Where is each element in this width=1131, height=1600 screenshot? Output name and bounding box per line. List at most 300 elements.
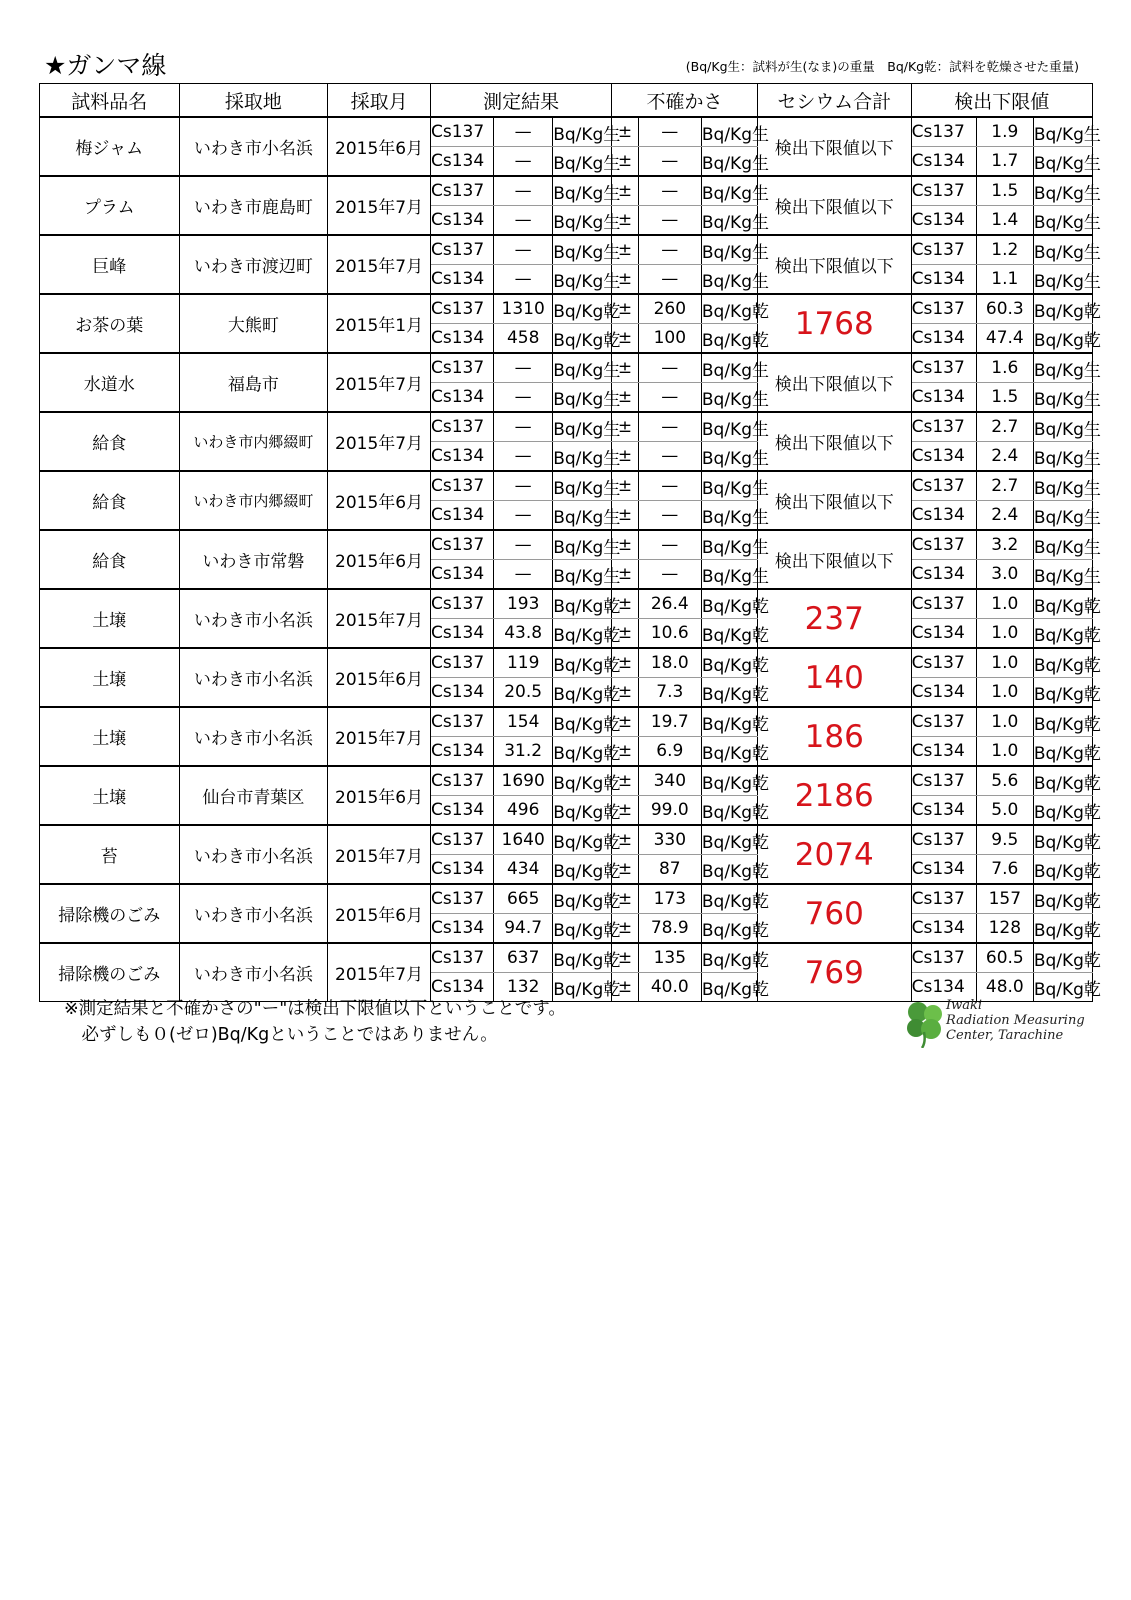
plus-minus-sign: ± — [612, 560, 638, 590]
result-unit: Bq/Kg生 — [553, 176, 612, 206]
limit-isotope-label: Cs134 — [911, 678, 976, 708]
sample-location: いわき市鹿島町 — [179, 176, 328, 235]
uncertainty-value: — — [638, 265, 701, 295]
sample-month: 2015年6月 — [328, 530, 431, 589]
detection-limit-value: 48.0 — [976, 973, 1033, 1002]
result-unit: Bq/Kg乾 — [553, 678, 612, 708]
isotope-label: Cs134 — [431, 796, 494, 826]
result-value: 31.2 — [494, 737, 553, 767]
uncertainty-unit: Bq/Kg乾 — [701, 294, 757, 324]
result-unit: Bq/Kg乾 — [553, 796, 612, 826]
uncertainty-value: — — [638, 442, 701, 472]
result-value: 94.7 — [494, 914, 553, 944]
limit-isotope-label: Cs134 — [911, 501, 976, 531]
limit-isotope-label: Cs137 — [911, 176, 976, 206]
isotope-label: Cs134 — [431, 560, 494, 590]
cesium-total: 2074 — [757, 825, 911, 884]
uncertainty-unit: Bq/Kg乾 — [701, 589, 757, 619]
isotope-label: Cs134 — [431, 324, 494, 354]
sample-month: 2015年6月 — [328, 648, 431, 707]
table-row — [40, 825, 1093, 855]
header-detection-limit: 検出下限値 — [911, 84, 1092, 118]
result-unit: Bq/Kg乾 — [553, 855, 612, 885]
cesium-total: 検出下限値以下 — [757, 235, 911, 294]
plus-minus-sign: ± — [612, 471, 638, 501]
limit-isotope-label: Cs134 — [911, 914, 976, 944]
result-unit: Bq/Kg生 — [553, 412, 612, 442]
plus-minus-sign: ± — [612, 530, 638, 560]
table-row — [40, 884, 1093, 914]
uncertainty-value: — — [638, 147, 701, 177]
plus-minus-sign: ± — [612, 648, 638, 678]
detection-limit-value: 47.4 — [976, 324, 1033, 354]
result-unit: Bq/Kg生 — [553, 147, 612, 177]
detection-limit-unit: Bq/Kg生 — [1033, 353, 1092, 383]
result-value: — — [494, 206, 553, 236]
isotope-label: Cs134 — [431, 265, 494, 295]
isotope-label: Cs137 — [431, 707, 494, 737]
result-unit: Bq/Kg生 — [553, 117, 612, 147]
table-row — [40, 766, 1093, 796]
sample-location: いわき市小名浜 — [179, 884, 328, 943]
table-row — [40, 235, 1093, 265]
logo-text-line-1: Iwaki — [946, 998, 983, 1013]
cesium-total: 237 — [757, 589, 911, 648]
result-unit: Bq/Kg生 — [553, 235, 612, 265]
sample-name: 給食 — [40, 530, 180, 589]
sample-name: 給食 — [40, 412, 180, 471]
limit-isotope-label: Cs134 — [911, 737, 976, 767]
limit-isotope-label: Cs137 — [911, 884, 976, 914]
limit-isotope-label: Cs134 — [911, 796, 976, 826]
isotope-label: Cs137 — [431, 943, 494, 973]
result-value: 1690 — [494, 766, 553, 796]
uncertainty-unit: Bq/Kg生 — [701, 383, 757, 413]
uncertainty-unit: Bq/Kg乾 — [701, 766, 757, 796]
sample-name: 土壌 — [40, 589, 180, 648]
footnote-line-2: 必ずしも０(ゼロ)Bq/Kgということではありません。 — [64, 1025, 498, 1045]
result-value: 458 — [494, 324, 553, 354]
sample-location: 仙台市青葉区 — [179, 766, 328, 825]
plus-minus-sign: ± — [612, 589, 638, 619]
header-sample-name: 試料品名 — [40, 84, 180, 118]
sample-location: いわき市小名浜 — [179, 589, 328, 648]
result-unit: Bq/Kg乾 — [553, 825, 612, 855]
detection-limit-unit: Bq/Kg生 — [1033, 501, 1092, 531]
limit-isotope-label: Cs134 — [911, 973, 976, 1002]
detection-limit-value: 1.9 — [976, 117, 1033, 147]
result-unit: Bq/Kg乾 — [553, 648, 612, 678]
uncertainty-unit: Bq/Kg生 — [701, 235, 757, 265]
table-row — [40, 648, 1093, 678]
sample-name: 土壌 — [40, 766, 180, 825]
detection-limit-value: 2.4 — [976, 501, 1033, 531]
result-value: — — [494, 383, 553, 413]
limit-isotope-label: Cs134 — [911, 442, 976, 472]
cesium-total: 2186 — [757, 766, 911, 825]
plus-minus-sign: ± — [612, 206, 638, 236]
limit-isotope-label: Cs137 — [911, 117, 976, 147]
plus-minus-sign: ± — [612, 412, 638, 442]
plus-minus-sign: ± — [612, 117, 638, 147]
limit-isotope-label: Cs134 — [911, 265, 976, 295]
detection-limit-unit: Bq/Kg乾 — [1033, 619, 1092, 649]
sample-month: 2015年7月 — [328, 412, 431, 471]
sample-location: いわき市小名浜 — [179, 648, 328, 707]
cesium-total: 760 — [757, 884, 911, 943]
page-title: ★ガンマ線 — [44, 51, 167, 80]
plus-minus-sign: ± — [612, 943, 638, 973]
detection-limit-unit: Bq/Kg乾 — [1033, 678, 1092, 708]
sample-location: いわき市小名浜 — [179, 825, 328, 884]
result-unit: Bq/Kg生 — [553, 353, 612, 383]
cesium-total: 186 — [757, 707, 911, 766]
plus-minus-sign: ± — [612, 383, 638, 413]
uncertainty-value: 173 — [638, 884, 701, 914]
header-month: 採取月 — [328, 84, 431, 118]
sample-name: 掃除機のごみ — [40, 943, 180, 1002]
logo-text-line-2: Radiation Measuring — [946, 1013, 1085, 1028]
cesium-total: 140 — [757, 648, 911, 707]
result-unit: Bq/Kg生 — [553, 471, 612, 501]
uncertainty-value: 26.4 — [638, 589, 701, 619]
result-value: — — [494, 530, 553, 560]
plus-minus-sign: ± — [612, 619, 638, 649]
isotope-label: Cs134 — [431, 383, 494, 413]
detection-limit-unit: Bq/Kg生 — [1033, 117, 1092, 147]
uncertainty-unit: Bq/Kg乾 — [701, 737, 757, 767]
detection-limit-unit: Bq/Kg乾 — [1033, 648, 1092, 678]
cesium-total: 1768 — [757, 294, 911, 353]
detection-limit-unit: Bq/Kg乾 — [1033, 589, 1092, 619]
result-unit: Bq/Kg乾 — [553, 914, 612, 944]
detection-limit-value: 1.0 — [976, 707, 1033, 737]
limit-isotope-label: Cs137 — [911, 589, 976, 619]
uncertainty-unit: Bq/Kg生 — [701, 412, 757, 442]
sample-month: 2015年7月 — [328, 707, 431, 766]
center-logo — [902, 998, 1102, 1050]
detection-limit-value: 5.6 — [976, 766, 1033, 796]
detection-limit-unit: Bq/Kg生 — [1033, 147, 1092, 177]
uncertainty-value: 7.3 — [638, 678, 701, 708]
plus-minus-sign: ± — [612, 678, 638, 708]
sample-location: 大熊町 — [179, 294, 328, 353]
result-unit: Bq/Kg乾 — [553, 943, 612, 973]
isotope-label: Cs137 — [431, 530, 494, 560]
limit-isotope-label: Cs137 — [911, 471, 976, 501]
plus-minus-sign: ± — [612, 914, 638, 944]
footnote-line-1: ※測定結果と不確かさの"ー"は検出下限値以下ということです。 — [64, 999, 566, 1019]
unit-note: (Bq/Kg生：試料が生(なま)の重量 Bq/Kg乾：試料を乾燥させた重量) — [685, 59, 1079, 74]
result-value: — — [494, 147, 553, 177]
uncertainty-value: 40.0 — [638, 973, 701, 1002]
detection-limit-unit: Bq/Kg乾 — [1033, 324, 1092, 354]
limit-isotope-label: Cs134 — [911, 206, 976, 236]
sample-name: 給食 — [40, 471, 180, 530]
sample-location: いわき市常磐 — [179, 530, 328, 589]
sample-month: 2015年7月 — [328, 176, 431, 235]
result-unit: Bq/Kg乾 — [553, 973, 612, 1002]
table-row — [40, 530, 1093, 560]
uncertainty-value: — — [638, 412, 701, 442]
result-unit: Bq/Kg生 — [553, 530, 612, 560]
plus-minus-sign: ± — [612, 265, 638, 295]
detection-limit-unit: Bq/Kg乾 — [1033, 855, 1092, 885]
detection-limit-value: 5.0 — [976, 796, 1033, 826]
result-value: 132 — [494, 973, 553, 1002]
isotope-label: Cs137 — [431, 294, 494, 324]
isotope-label: Cs134 — [431, 914, 494, 944]
isotope-label: Cs137 — [431, 589, 494, 619]
uncertainty-unit: Bq/Kg生 — [701, 353, 757, 383]
detection-limit-unit: Bq/Kg生 — [1033, 442, 1092, 472]
plus-minus-sign: ± — [612, 884, 638, 914]
header-uncertainty: 不確かさ — [612, 84, 758, 118]
uncertainty-unit: Bq/Kg生 — [701, 117, 757, 147]
result-value: 434 — [494, 855, 553, 885]
result-unit: Bq/Kg生 — [553, 383, 612, 413]
sample-month: 2015年7月 — [328, 353, 431, 412]
uncertainty-value: 135 — [638, 943, 701, 973]
result-value: 119 — [494, 648, 553, 678]
isotope-label: Cs137 — [431, 176, 494, 206]
uncertainty-value: 87 — [638, 855, 701, 885]
result-value: — — [494, 412, 553, 442]
result-unit: Bq/Kg乾 — [553, 737, 612, 767]
results-table — [39, 83, 1101, 1002]
result-unit: Bq/Kg生 — [553, 442, 612, 472]
plus-minus-sign: ± — [612, 353, 638, 383]
result-unit: Bq/Kg乾 — [553, 619, 612, 649]
limit-isotope-label: Cs137 — [911, 412, 976, 442]
detection-limit-unit: Bq/Kg乾 — [1033, 914, 1092, 944]
limit-isotope-label: Cs134 — [911, 383, 976, 413]
detection-limit-unit: Bq/Kg生 — [1033, 176, 1092, 206]
detection-limit-unit: Bq/Kg生 — [1033, 530, 1092, 560]
uncertainty-value: 330 — [638, 825, 701, 855]
plus-minus-sign: ± — [612, 766, 638, 796]
plus-minus-sign: ± — [612, 501, 638, 531]
detection-limit-value: 60.3 — [976, 294, 1033, 324]
isotope-label: Cs134 — [431, 442, 494, 472]
sample-name: 掃除機のごみ — [40, 884, 180, 943]
table-row — [40, 412, 1093, 442]
detection-limit-value: 3.0 — [976, 560, 1033, 590]
plus-minus-sign: ± — [612, 825, 638, 855]
detection-limit-value: 157 — [976, 884, 1033, 914]
detection-limit-value: 3.2 — [976, 530, 1033, 560]
uncertainty-value: — — [638, 530, 701, 560]
uncertainty-unit: Bq/Kg乾 — [701, 943, 757, 973]
cesium-total: 検出下限値以下 — [757, 412, 911, 471]
isotope-label: Cs137 — [431, 766, 494, 796]
uncertainty-unit: Bq/Kg乾 — [701, 324, 757, 354]
detection-limit-value: 1.5 — [976, 176, 1033, 206]
isotope-label: Cs134 — [431, 206, 494, 236]
uncertainty-unit: Bq/Kg乾 — [701, 796, 757, 826]
detection-limit-unit: Bq/Kg乾 — [1033, 294, 1092, 324]
limit-isotope-label: Cs137 — [911, 235, 976, 265]
table-row — [40, 943, 1093, 973]
result-unit: Bq/Kg生 — [553, 206, 612, 236]
cesium-total: 検出下限値以下 — [757, 530, 911, 589]
detection-limit-value: 1.7 — [976, 147, 1033, 177]
uncertainty-unit: Bq/Kg乾 — [701, 707, 757, 737]
sample-location: 福島市 — [179, 353, 328, 412]
uncertainty-value: 18.0 — [638, 648, 701, 678]
sample-location: いわき市渡辺町 — [179, 235, 328, 294]
sample-month: 2015年6月 — [328, 766, 431, 825]
isotope-label: Cs134 — [431, 737, 494, 767]
result-value: 496 — [494, 796, 553, 826]
uncertainty-unit: Bq/Kg乾 — [701, 973, 757, 1002]
results-body — [40, 117, 1101, 1002]
isotope-label: Cs134 — [431, 678, 494, 708]
isotope-label: Cs137 — [431, 235, 494, 265]
isotope-label: Cs134 — [431, 619, 494, 649]
plus-minus-sign: ± — [612, 324, 638, 354]
uncertainty-value: — — [638, 383, 701, 413]
detection-limit-unit: Bq/Kg乾 — [1033, 737, 1092, 767]
limit-isotope-label: Cs134 — [911, 147, 976, 177]
detection-limit-value: 1.5 — [976, 383, 1033, 413]
detection-limit-unit: Bq/Kg乾 — [1033, 766, 1092, 796]
sample-month: 2015年6月 — [328, 117, 431, 176]
isotope-label: Cs137 — [431, 648, 494, 678]
footnote — [64, 996, 566, 1048]
uncertainty-unit: Bq/Kg生 — [701, 206, 757, 236]
limit-isotope-label: Cs134 — [911, 619, 976, 649]
detection-limit-value: 7.6 — [976, 855, 1033, 885]
table-row — [40, 589, 1093, 619]
sample-month: 2015年6月 — [328, 884, 431, 943]
isotope-label: Cs134 — [431, 855, 494, 885]
cesium-total: 検出下限値以下 — [757, 176, 911, 235]
limit-isotope-label: Cs137 — [911, 707, 976, 737]
detection-limit-value: 1.0 — [976, 619, 1033, 649]
limit-isotope-label: Cs134 — [911, 324, 976, 354]
result-unit: Bq/Kg乾 — [553, 707, 612, 737]
limit-isotope-label: Cs137 — [911, 294, 976, 324]
result-unit: Bq/Kg乾 — [553, 884, 612, 914]
plus-minus-sign: ± — [612, 737, 638, 767]
plus-minus-sign: ± — [612, 442, 638, 472]
uncertainty-value: — — [638, 353, 701, 383]
sample-location: いわき市内郷綴町 — [179, 471, 328, 530]
result-value: 637 — [494, 943, 553, 973]
plus-minus-sign: ± — [612, 973, 638, 1002]
uncertainty-unit: Bq/Kg乾 — [701, 619, 757, 649]
cesium-total: 769 — [757, 943, 911, 1002]
uncertainty-value: 340 — [638, 766, 701, 796]
uncertainty-value: — — [638, 206, 701, 236]
result-value: — — [494, 117, 553, 147]
detection-limit-value: 1.2 — [976, 235, 1033, 265]
result-unit: Bq/Kg乾 — [553, 294, 612, 324]
cesium-total: 検出下限値以下 — [757, 471, 911, 530]
cesium-total: 検出下限値以下 — [757, 117, 911, 176]
limit-isotope-label: Cs137 — [911, 766, 976, 796]
sample-month: 2015年6月 — [328, 471, 431, 530]
plus-minus-sign: ± — [612, 796, 638, 826]
detection-limit-value: 1.0 — [976, 589, 1033, 619]
uncertainty-unit: Bq/Kg生 — [701, 176, 757, 206]
sample-name: 苔 — [40, 825, 180, 884]
result-unit: Bq/Kg乾 — [553, 589, 612, 619]
detection-limit-unit: Bq/Kg乾 — [1033, 825, 1092, 855]
uncertainty-value: — — [638, 471, 701, 501]
sample-name: 土壌 — [40, 707, 180, 766]
table-row — [40, 176, 1093, 206]
detection-limit-unit: Bq/Kg生 — [1033, 206, 1092, 236]
header-cesium-total: セシウム合計 — [757, 84, 911, 118]
detection-limit-value: 1.0 — [976, 648, 1033, 678]
uncertainty-unit: Bq/Kg生 — [701, 147, 757, 177]
limit-isotope-label: Cs134 — [911, 855, 976, 885]
uncertainty-value: 6.9 — [638, 737, 701, 767]
uncertainty-unit: Bq/Kg乾 — [701, 884, 757, 914]
detection-limit-unit: Bq/Kg生 — [1033, 560, 1092, 590]
uncertainty-unit: Bq/Kg乾 — [701, 678, 757, 708]
isotope-label: Cs137 — [431, 471, 494, 501]
result-value: — — [494, 471, 553, 501]
limit-isotope-label: Cs137 — [911, 825, 976, 855]
detection-limit-value: 1.6 — [976, 353, 1033, 383]
isotope-label: Cs137 — [431, 884, 494, 914]
detection-limit-unit: Bq/Kg乾 — [1033, 884, 1092, 914]
detection-limit-value: 1.1 — [976, 265, 1033, 295]
plus-minus-sign: ± — [612, 176, 638, 206]
result-unit: Bq/Kg生 — [553, 501, 612, 531]
sample-month: 2015年7月 — [328, 825, 431, 884]
detection-limit-value: 1.0 — [976, 678, 1033, 708]
uncertainty-value: 260 — [638, 294, 701, 324]
plus-minus-sign: ± — [612, 235, 638, 265]
uncertainty-value: — — [638, 117, 701, 147]
uncertainty-unit: Bq/Kg生 — [701, 530, 757, 560]
logo-text-line-3: Center, Tarachine — [946, 1028, 1064, 1043]
uncertainty-value: 10.6 — [638, 619, 701, 649]
table-row — [40, 471, 1093, 501]
table-row — [40, 294, 1093, 324]
detection-limit-unit: Bq/Kg生 — [1033, 235, 1092, 265]
table-row — [40, 707, 1093, 737]
detection-limit-unit: Bq/Kg乾 — [1033, 707, 1092, 737]
detection-limit-value: 2.7 — [976, 412, 1033, 442]
uncertainty-value: 100 — [638, 324, 701, 354]
detection-limit-unit: Bq/Kg乾 — [1033, 943, 1092, 973]
header-location: 採取地 — [179, 84, 328, 118]
plus-minus-sign: ± — [612, 707, 638, 737]
isotope-label: Cs137 — [431, 353, 494, 383]
isotope-label: Cs134 — [431, 973, 494, 1002]
sample-month: 2015年1月 — [328, 294, 431, 353]
result-value: 1310 — [494, 294, 553, 324]
uncertainty-unit: Bq/Kg生 — [701, 442, 757, 472]
result-value: — — [494, 560, 553, 590]
result-value: 1640 — [494, 825, 553, 855]
detection-limit-value: 2.4 — [976, 442, 1033, 472]
limit-isotope-label: Cs134 — [911, 560, 976, 590]
result-value: 43.8 — [494, 619, 553, 649]
limit-isotope-label: Cs137 — [911, 943, 976, 973]
isotope-label: Cs137 — [431, 412, 494, 442]
result-value: — — [494, 176, 553, 206]
result-value: — — [494, 353, 553, 383]
uncertainty-unit: Bq/Kg生 — [701, 265, 757, 295]
uncertainty-value: 78.9 — [638, 914, 701, 944]
uncertainty-unit: Bq/Kg乾 — [701, 648, 757, 678]
